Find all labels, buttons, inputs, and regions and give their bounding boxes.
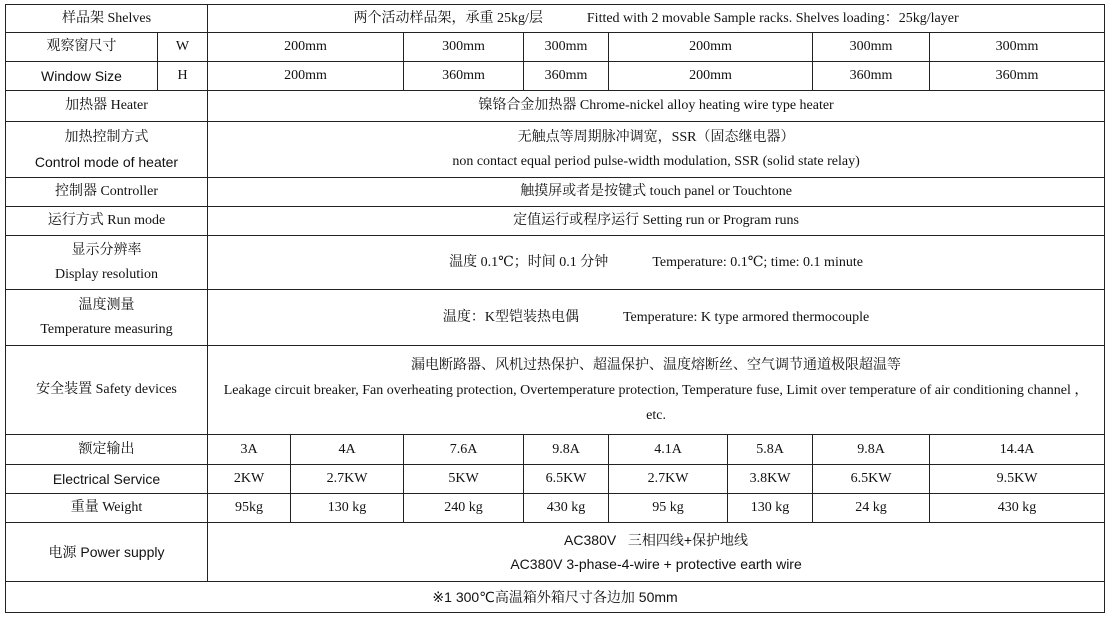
window-w-key: W [158,33,208,62]
current-cell: 4.1A [609,435,728,465]
row-shelves [6,5,1105,33]
temp-measure-label-en: Temperature measuring [40,321,173,337]
safety-label: 安全装置 Safety devices [6,346,208,435]
temp-measure-label-cn: 温度测量 [78,297,135,313]
window-h-cell: 200mm [208,62,404,91]
window-h-key: H [158,62,208,91]
temp-measure-value [208,290,1105,346]
row-window-h [6,62,1105,91]
control-mode-label-cn: 加热控制方式 [64,129,149,145]
display-label-en: Display resolution [54,266,159,282]
current-cell: 3A [208,435,291,465]
row-heater [6,91,1105,122]
shelves-value-en: Fitted with 2 movable Sample racks. Shelves loading：25kg/layer [586,10,959,26]
electrical-label-cn: 额定输出 [6,435,208,465]
display-value [208,236,1105,290]
weight-cell: 430 kg [524,494,609,523]
display-label-cn: 显示分辨率 [71,242,142,258]
power-supply-label: 电源 Power supply [6,523,208,582]
window-h-cell: 200mm [609,62,813,91]
run-mode-label: 运行方式 Run mode [6,207,208,236]
display-label [6,236,208,290]
window-w-cell: 300mm [930,33,1105,62]
footnote: ※1 300℃高温箱外箱尺寸各边加 50mm [6,582,1105,613]
safety-value-en: Leakage circuit breaker, Fan overheating protection, Overtemperature protection, Temperature fuse, Limit over temperature of air conditioning channel ，etc. [223,382,1089,423]
controller-label: 控制器 Controller [6,178,208,207]
current-cell: 14.4A [930,435,1105,465]
row-power-supply [6,523,1105,582]
window-w-cell: 300mm [404,33,524,62]
control-mode-value-cn: 无触点等周期脉冲调宽，SSR（固态继电器） [517,129,795,145]
safety-value-cn: 漏电断路器、风机过热保护、超温保护、温度熔断丝、空气调节通道极限超温等 [411,357,902,373]
window-h-cell: 360mm [930,62,1105,91]
temp-measure-value-en: Temperature: K type armored thermocouple [622,309,870,325]
power-cell: 2.7KW [609,465,728,494]
heater-value: 镍铬合金加热器 Chrome-nickel alloy heating wire type heater [208,91,1105,122]
weight-cell: 95 kg [609,494,728,523]
row-window-w [6,33,1105,62]
temp-measure-label [6,290,208,346]
row-footnote [6,582,1105,613]
current-cell: 7.6A [404,435,524,465]
heater-label: 加热器 Heater [6,91,208,122]
power-supply-value-cn: AC380V 三相四线+保护地线 [564,532,749,548]
display-value-en: Temperature: 0.1℃; time: 0.1 minute [652,254,863,270]
weight-cell: 24 kg [813,494,930,523]
current-cell: 9.8A [813,435,930,465]
control-mode-label-en: Control mode of heater [34,153,179,170]
power-cell: 6.5KW [524,465,609,494]
spec-table [5,4,1105,613]
power-cell: 9.5KW [930,465,1105,494]
window-w-cell: 200mm [208,33,404,62]
row-temp-measuring [6,290,1105,346]
power-cell: 2KW [208,465,291,494]
weight-cell: 430 kg [930,494,1105,523]
row-safety [6,346,1105,435]
electrical-label-en: Electrical Service [6,465,208,494]
window-w-cell: 200mm [609,33,813,62]
controller-value: 触摸屏或者是按键式 touch panel or Touchtone [208,178,1105,207]
current-cell: 4A [291,435,404,465]
power-supply-value-en: AC380V 3-phase-4-wire + protective earth wire [510,556,802,572]
weight-cell: 240 kg [404,494,524,523]
power-supply-value [208,523,1105,582]
safety-value [208,346,1105,435]
control-mode-label [6,122,208,178]
control-mode-value [208,122,1105,178]
row-weight [6,494,1105,523]
current-cell: 9.8A [524,435,609,465]
window-h-cell: 360mm [404,62,524,91]
display-value-cn: 温度 0.1℃；时间 0.1 分钟 [449,254,609,270]
row-controller [6,178,1105,207]
row-display-resolution [6,236,1105,290]
row-electrical-current [6,435,1105,465]
power-cell: 3.8KW [728,465,813,494]
window-label-cn: 观察窗尺寸 [6,33,158,62]
shelves-value [208,5,1105,33]
row-run-mode [6,207,1105,236]
weight-cell: 130 kg [291,494,404,523]
power-cell: 6.5KW [813,465,930,494]
run-mode-value: 定值运行或程序运行 Setting run or Program runs [208,207,1105,236]
shelves-label: 样品架 Shelves [6,5,208,33]
row-control-mode [6,122,1105,178]
temp-measure-value-cn: 温度：K型铠装热电偶 [442,309,579,325]
weight-cell: 95kg [208,494,291,523]
row-electrical-power [6,465,1105,494]
current-cell: 5.8A [728,435,813,465]
window-label-en: Window Size [6,62,158,91]
control-mode-value-en: non contact equal period pulse-width modulation, SSR (solid state relay) [452,153,860,169]
window-w-cell: 300mm [813,33,930,62]
power-cell: 5KW [404,465,524,494]
weight-cell: 130 kg [728,494,813,523]
window-w-cell: 300mm [524,33,609,62]
window-h-cell: 360mm [524,62,609,91]
shelves-value-cn: 两个活动样品架，承重 25kg/层 [353,10,543,26]
power-cell: 2.7KW [291,465,404,494]
window-h-cell: 360mm [813,62,930,91]
weight-label: 重量 Weight [6,494,208,523]
